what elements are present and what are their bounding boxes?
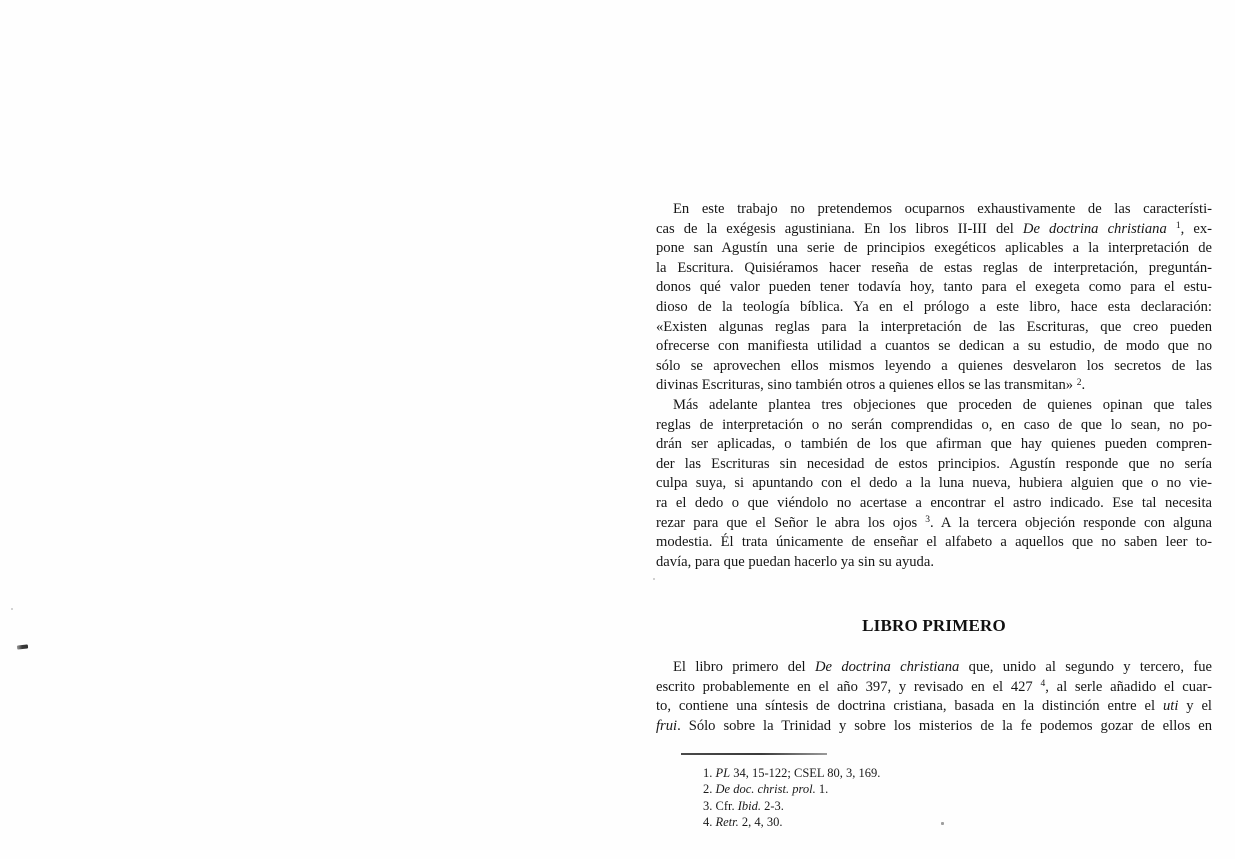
footnote-reference: 1 bbox=[1175, 221, 1181, 232]
text-column bbox=[656, 200, 1212, 831]
text-line: reglas de interpretación o no serán comprendidas o, en caso de que lo sean, no po- bbox=[656, 416, 1212, 433]
text-line: drán ser aplicadas, o también de los que afirman que hay quienes pueden compren- bbox=[656, 436, 1212, 453]
text-line: El libro primero del De doctrina christiana que, unido al segundo y tercero, fue bbox=[673, 659, 1212, 676]
text-line: rezar para que el Señor le abra los ojos $^3$. A la tercera objeción responde con alguna bbox=[656, 514, 1212, 531]
text-line: ofrecerse con manifiesta utilidad a cuantos se dedican a su estudio, de modo que no bbox=[656, 338, 1212, 355]
text-line: davía, para que puedan hacerlo ya sin su ayuda. bbox=[656, 553, 934, 570]
scan-artifact-speck bbox=[11, 608, 13, 610]
footnote-reference: 4 bbox=[1040, 679, 1046, 690]
section-heading: LIBRO PRIMERO bbox=[862, 616, 1006, 636]
text-line: Más adelante plantea tres objeciones que proceden de quienes opinan que tales bbox=[673, 396, 1212, 413]
text-line: to, contiene una síntesis de doctrina cristiana, basada en la distinción entre el uti y el bbox=[656, 698, 1212, 715]
text-line: divinas Escrituras, sino también otros a quienes ellos se las transmitan» $^2$. bbox=[656, 377, 1086, 394]
footnotes-block bbox=[656, 765, 1212, 831]
text-line: sólo se aprovechen ellos mismos leyendo a quienes desvelaron los secretos de las bbox=[656, 357, 1212, 374]
text-line: culpa suya, si apuntando con el dedo a la luna nueva, hubiera alguien que o no vie- bbox=[656, 475, 1212, 492]
text-line: ra el dedo o que viéndolo no acertase a encontrar el astro indicado. Ese tal necesita bbox=[656, 494, 1212, 511]
scan-artifact-speck bbox=[653, 578, 655, 580]
scan-artifact-speck bbox=[941, 822, 944, 825]
body-text bbox=[656, 200, 1212, 737]
footnote: 1. PL 34, 15-122; CSEL 80, 3, 169. bbox=[703, 765, 881, 780]
scan-artifact-smudge bbox=[17, 644, 28, 649]
footnote: 3. Cfr. Ibid. 2-3. bbox=[703, 798, 784, 813]
footnote-rule bbox=[681, 753, 827, 755]
text-line: cas de la exégesis agustiniana. En los libros II-III del De doctrina christiana $^1$, ex- bbox=[656, 220, 1212, 237]
footnote-reference: 3 bbox=[925, 515, 931, 525]
footnote: 4. Retr. 2, 4, 30. bbox=[703, 815, 783, 830]
text-line: En este trabajo no pretendemos ocuparnos exhaustivamente de las característi- bbox=[673, 201, 1212, 217]
text-line: pone san Agustín una serie de principios exegéticos aplicables a la interpretación de bbox=[656, 240, 1212, 257]
text-line: der las Escrituras sin necesidad de estos principios. Agustín responde que no sería bbox=[656, 455, 1212, 472]
footnote: 2. De doc. christ. prol. 1. bbox=[703, 782, 829, 797]
text-line: la Escritura. Quisiéramos hacer reseña de estas reglas de interpretación, preguntán- bbox=[656, 259, 1212, 276]
text-line: donos qué valor pueden tener todavía hoy, tanto para el exegeta como para el estu- bbox=[656, 279, 1212, 296]
text-line: modestia. Él trata únicamente de enseñar el alfabeto a aquellos que no saben leer to- bbox=[656, 534, 1212, 551]
text-line: «Existen algunas reglas para la interpretación de las Escrituras, que creo pueden bbox=[656, 318, 1212, 335]
text-line: frui. Sólo sobre la Trinidad y sobre los misterios de la fe podemos gozar de ellos en bbox=[656, 718, 1212, 735]
text-line: dioso de la teología bíblica. Ya en el prólogo a este libro, hace esta declaración: bbox=[656, 298, 1212, 315]
text-line: escrito probablemente en el año 397, y revisado en el 427 $^4$, al serle añadido el cuar- bbox=[656, 678, 1212, 695]
footnote-reference: 2 bbox=[1076, 377, 1082, 388]
